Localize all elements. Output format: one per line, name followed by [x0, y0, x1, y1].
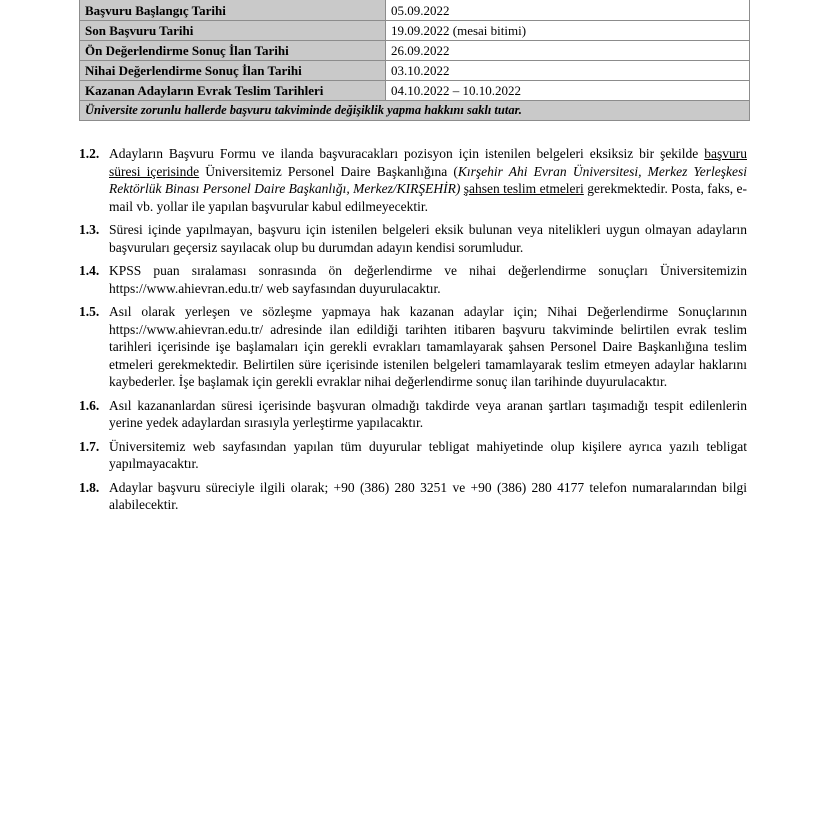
text-run: Adayların Başvuru Formu ve ilanda başvuracakları pozisyon için istenilen belgeleri eksiksiz bir şekilde: [109, 146, 705, 161]
underlined-text: şahsen teslim etmeleri: [463, 181, 584, 196]
schedule-value: 04.10.2022 – 10.10.2022: [386, 81, 750, 101]
schedule-label: Ön Değerlendirme Sonuç İlan Tarihi: [80, 41, 386, 61]
schedule-label: Nihai Değerlendirme Sonuç İlan Tarihi: [80, 61, 386, 81]
schedule-value: 19.09.2022 (mesai bitimi): [386, 21, 750, 41]
schedule-label: Kazanan Adayların Evrak Teslim Tarihleri: [80, 81, 386, 101]
list-item: [79, 303, 747, 391]
table-row: [80, 81, 750, 101]
item-text: [109, 145, 747, 215]
text-run: gerekmektedir. Posta, faks, e-mail vb. yollar ile yapılan başvurular kabul edilmeyecektir.: [109, 181, 748, 214]
item-text: Asıl olarak yerleşen ve sözleşme yapmaya hak kazanan adaylar için; Nihai Değerlendirme Sonuçlarının https://www.ahievran.edu.tr/ adresinde ilan edildiği tarihten itibaren başvuru takviminde belirtilen evrak teslim tarihleri içerisinde işe başlamaları için gerekli evrakları tamamlayarak şahsen Personel Daire Başkanlığına teslim etmeleri gerekmektedir. Belirtilen süre içerisinde istenilen belgeleri tamamlayarak teslim etmeyen adaylar haklarını kaybederler. İşe başlamak için gerekli evraklar nihai değerlendirme sonuç ilan tarihinde duyurulacaktır.: [109, 304, 747, 389]
item-number: 1.8.: [79, 479, 100, 495]
item-number: 1.3.: [79, 222, 100, 237]
list-item: [79, 397, 747, 432]
item-text: Asıl kazananlardan süresi içerisinde başvuran olmadığı takdirde veya aranan şartları taşımadığı tespit edilenlerin yerine yedek adaylardan sırasıyla yerleştirme yapılacaktır.: [109, 397, 747, 430]
schedule-label: Başvuru Başlangıç Tarihi: [80, 0, 386, 21]
list-item: [79, 145, 747, 215]
item-text: KPSS puan sıralaması sonrasında ön değerlendirme ve nihai değerlendirme sonuçları Üniversitemizin https://www.ahievran.edu.tr/ web sayfasından duyurulacaktır.: [109, 263, 747, 296]
list-item: [79, 262, 747, 297]
list-item: [79, 221, 747, 256]
item-number: 1.7.: [79, 438, 100, 454]
schedule-note: Üniversite zorunlu hallerde başvuru takviminde değişiklik yapma hakkını saklı tutar.: [80, 101, 750, 121]
list-item: [79, 438, 747, 473]
schedule-value: 03.10.2022: [386, 61, 750, 81]
application-schedule-table: [79, 0, 750, 121]
text-run: Üniversitemiz Personel Daire Başkanlığına (: [199, 163, 458, 179]
table-row: [80, 61, 750, 81]
numbered-provisions: [79, 145, 747, 520]
italic-address: Kırşehir Ahi Evran Üniversitesi, Merkez Yerleşkesi Rektörlük Binası Personel Daire Başkanlığı, Merkez/KIRŞEHİR): [109, 163, 747, 196]
list-item: [79, 479, 747, 514]
underlined-text: başvuru süresi içerisinde: [109, 146, 747, 179]
item-number: 1.6.: [79, 397, 100, 413]
table-row: [80, 101, 750, 121]
item-number: 1.2.: [79, 146, 100, 161]
schedule-value: 26.09.2022: [386, 41, 750, 61]
item-text: Üniversitemiz web sayfasından yapılan tüm duyurular tebligat mahiyetinde olup kişilere ayrıca yazılı tebligat yapılmayacaktır.: [109, 438, 747, 471]
item-text: Süresi içinde yapılmayan, başvuru için istenilen belgeleri eksik bulunan veya nitelikleri uygun olmayan adayların başvuruları geçersiz sayılacak olup bu durumdan adayın kendisi sorumludur.: [109, 222, 747, 255]
table-row: [80, 21, 750, 41]
table-row: [80, 0, 750, 21]
item-text: Adaylar başvuru süreciyle ilgili olarak; +90 (386) 280 3251 ve +90 (386) 280 4177 telefon numaralarından bilgi alabilecektir.: [109, 479, 747, 512]
item-number: 1.4.: [79, 263, 100, 278]
schedule-value: 05.09.2022: [386, 0, 750, 21]
table-row: [80, 41, 750, 61]
item-number: 1.5.: [79, 304, 100, 319]
schedule-label: Son Başvuru Tarihi: [80, 21, 386, 41]
